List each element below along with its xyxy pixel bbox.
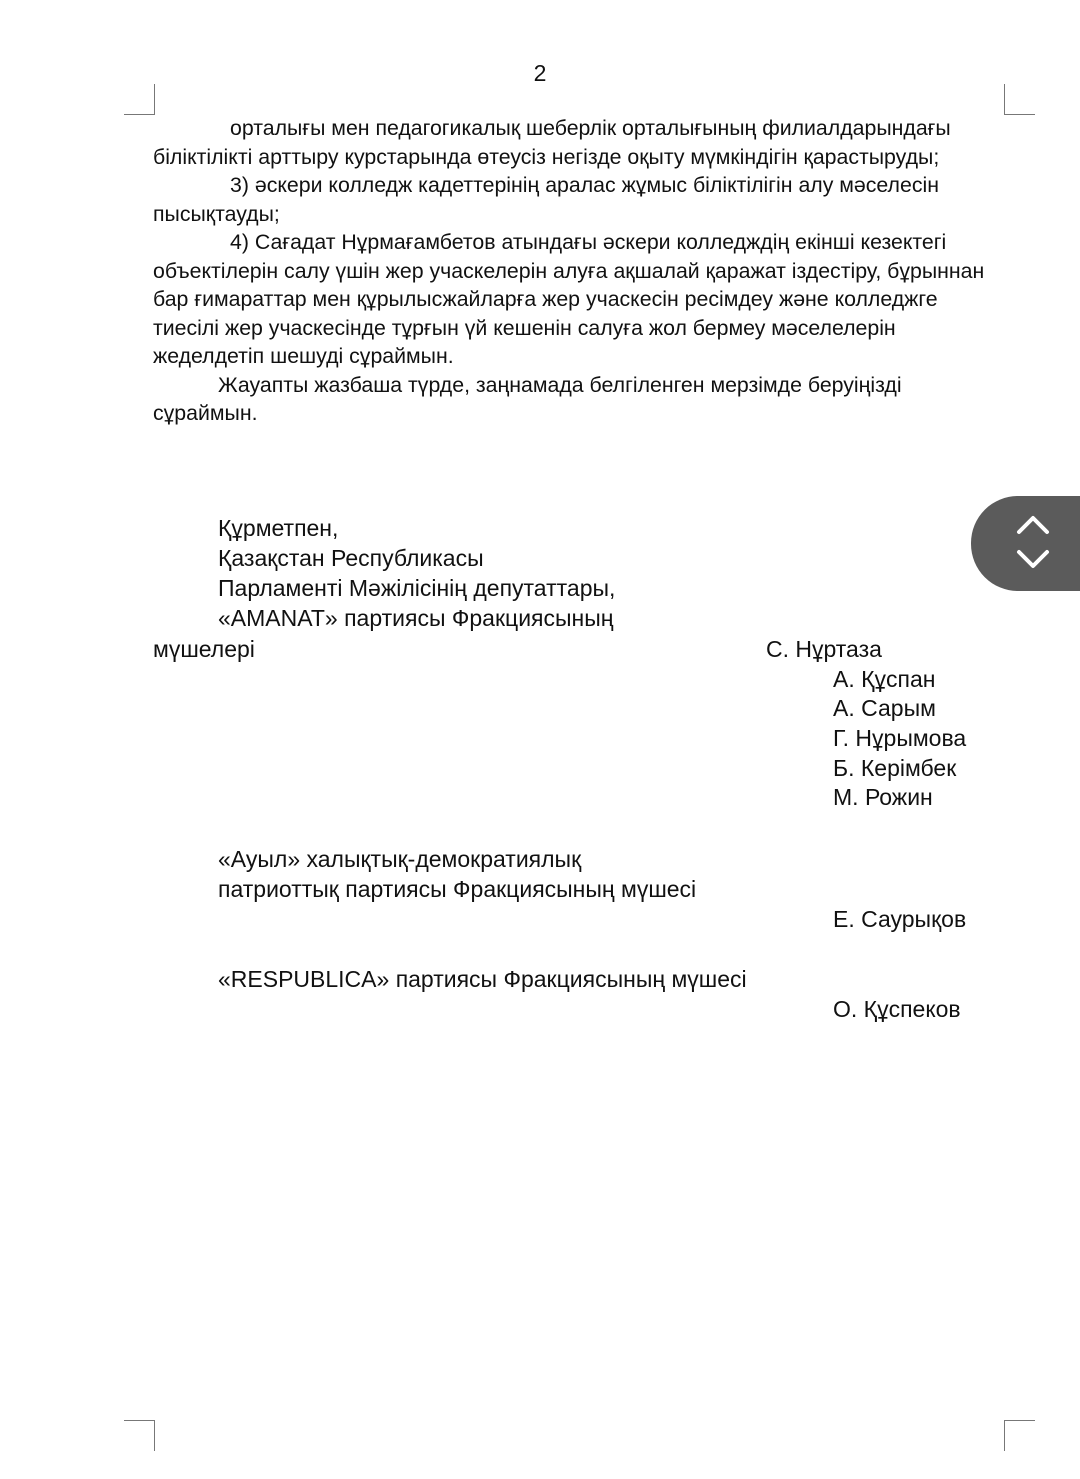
signatory-name: Б. Керімбек: [833, 754, 957, 781]
auyl-signatory-name: Е. Саурықов: [833, 906, 967, 932]
chevron-down-icon[interactable]: [1016, 548, 1050, 572]
auyl-faction-block: [218, 844, 696, 904]
signature-line: Парламенті Мәжілісінің депутаттары,: [218, 575, 616, 601]
signatory-name: С. Нұртаза: [766, 636, 882, 662]
signatory-name: А. Сарым: [833, 695, 936, 722]
signature-line: «AMANAT» партиясы Фракциясының: [218, 605, 614, 631]
chevron-up-icon[interactable]: [1016, 512, 1050, 536]
faction-line: «Ауыл» халықтық-демократиялық: [218, 846, 582, 872]
body-paragraph: орталығы мен педагогикалық шеберлік орталығының филиалдарындағы біліктілікті арттыру курстарында өтеусіз негізде оқыту мүмкіндігін қарастыруды;: [153, 116, 951, 169]
body-paragraph: Жауапты жазбаша түрде, заңнамада белгіленген мерзімде беруіңізді сұраймын.: [153, 372, 902, 425]
body-paragraph: 3) әскери колледж кадеттерінің аралас жұмыс біліктілігін алу мәселесін пысықтауды;: [153, 173, 939, 226]
respublica-signatory-name: О. Құспеков: [833, 996, 961, 1022]
signatory-name: Г. Нұрымова: [833, 725, 967, 752]
members-word: мүшелері: [153, 636, 255, 662]
signatory-name: М. Рожин: [833, 784, 933, 811]
page-number: 2: [533, 60, 547, 86]
body-paragraph: 4) Сағадат Нұрмағамбетов атындағы әскери колледждің екінші кезектегі объектілерін салу үшін жер учаскелерін алуға ақшалай қаражат іздестіру, бұрыннан бар ғимараттар мен құрылысжайларға жер учаскесін ресімдеу және колледжге тиесілі жер учаскесінде тұрғын үй кешенін салуға жол бермеу мәселелерін жеделдетіп шешуді сұраймын.: [153, 230, 985, 368]
signatory-names: [766, 634, 966, 812]
crop-mark-top-right: [1004, 84, 1035, 115]
signature-line: Қазақстан Республикасы: [218, 545, 484, 571]
crop-mark-bottom-left: [124, 1420, 155, 1451]
faction-line: патриоттық партиясы Фракциясының мүшесі: [218, 876, 697, 902]
document-body: [153, 114, 993, 428]
crop-mark-bottom-right: [1004, 1420, 1035, 1451]
crop-mark-top-left: [124, 84, 155, 115]
page-scroll-control[interactable]: [971, 496, 1080, 591]
respublica-faction-line: «RESPUBLICA» партиясы Фракциясының мүшесі: [218, 966, 747, 992]
signature-line: Құрметпен,: [218, 515, 339, 541]
signatory-name: А. Құспан: [833, 665, 936, 692]
signature-block: [218, 513, 615, 633]
